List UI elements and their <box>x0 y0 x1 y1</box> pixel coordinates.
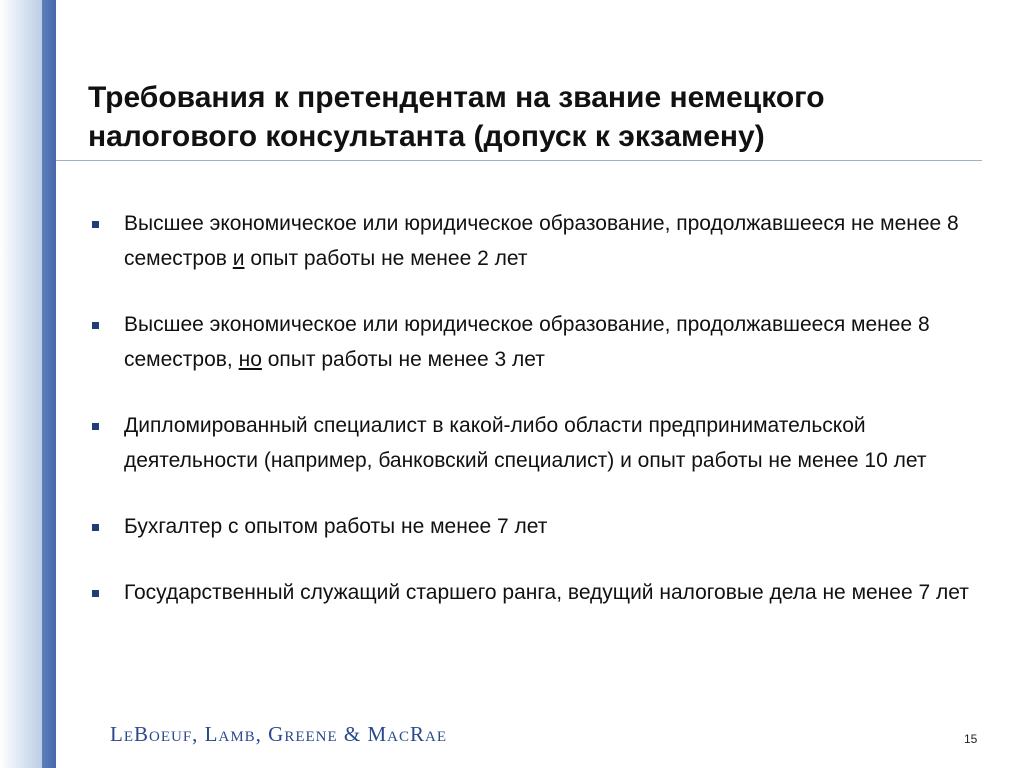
company-logo: LeBoeuf, Lamb, Greene & MacRae <box>110 722 448 746</box>
bullet-emphasis: но <box>238 348 262 371</box>
bullet-text: Высшее экономическое или юридическое образование, продолжавшееся менее 8 семестров, <box>124 313 930 371</box>
bullet-text: Высшее экономическое или юридическое образование, продолжавшееся не менее 8 семестров <box>124 212 959 270</box>
square-bullet-icon <box>92 524 99 531</box>
square-bullet-icon <box>92 423 99 430</box>
list-item <box>90 206 990 276</box>
bullet-emphasis: и <box>232 247 245 270</box>
bullet-text-end: опыт работы не менее 3 лет <box>261 348 545 371</box>
page-number: 15 <box>964 732 978 746</box>
list-item <box>90 509 990 544</box>
list-item <box>90 575 990 610</box>
bullet-text: Бухгалтер с опытом работы не менее 7 лет <box>124 515 548 538</box>
side-gradient-decoration <box>0 0 42 768</box>
side-accent-bar <box>42 0 56 768</box>
square-bullet-icon <box>92 322 99 329</box>
bullet-list <box>90 206 990 641</box>
square-bullet-icon <box>92 221 99 228</box>
square-bullet-icon <box>92 590 99 597</box>
slide-title: Требования к претендентам на звание немецкого налогового консультанта (допуск к экзамену) <box>88 81 825 153</box>
title-divider <box>56 160 982 161</box>
list-item <box>90 408 990 478</box>
list-item <box>90 307 990 377</box>
bullet-text-end: опыт работы не менее 2 лет <box>244 247 528 270</box>
bullet-text: Государственный служащий старшего ранга, ведущий налоговые дела не менее 7 лет <box>124 581 969 604</box>
bullet-text: Дипломированный специалист в какой-либо области предпринимательской деятельности (например, банковский специалист) и опыт работы не менее 10 лет <box>124 414 927 472</box>
